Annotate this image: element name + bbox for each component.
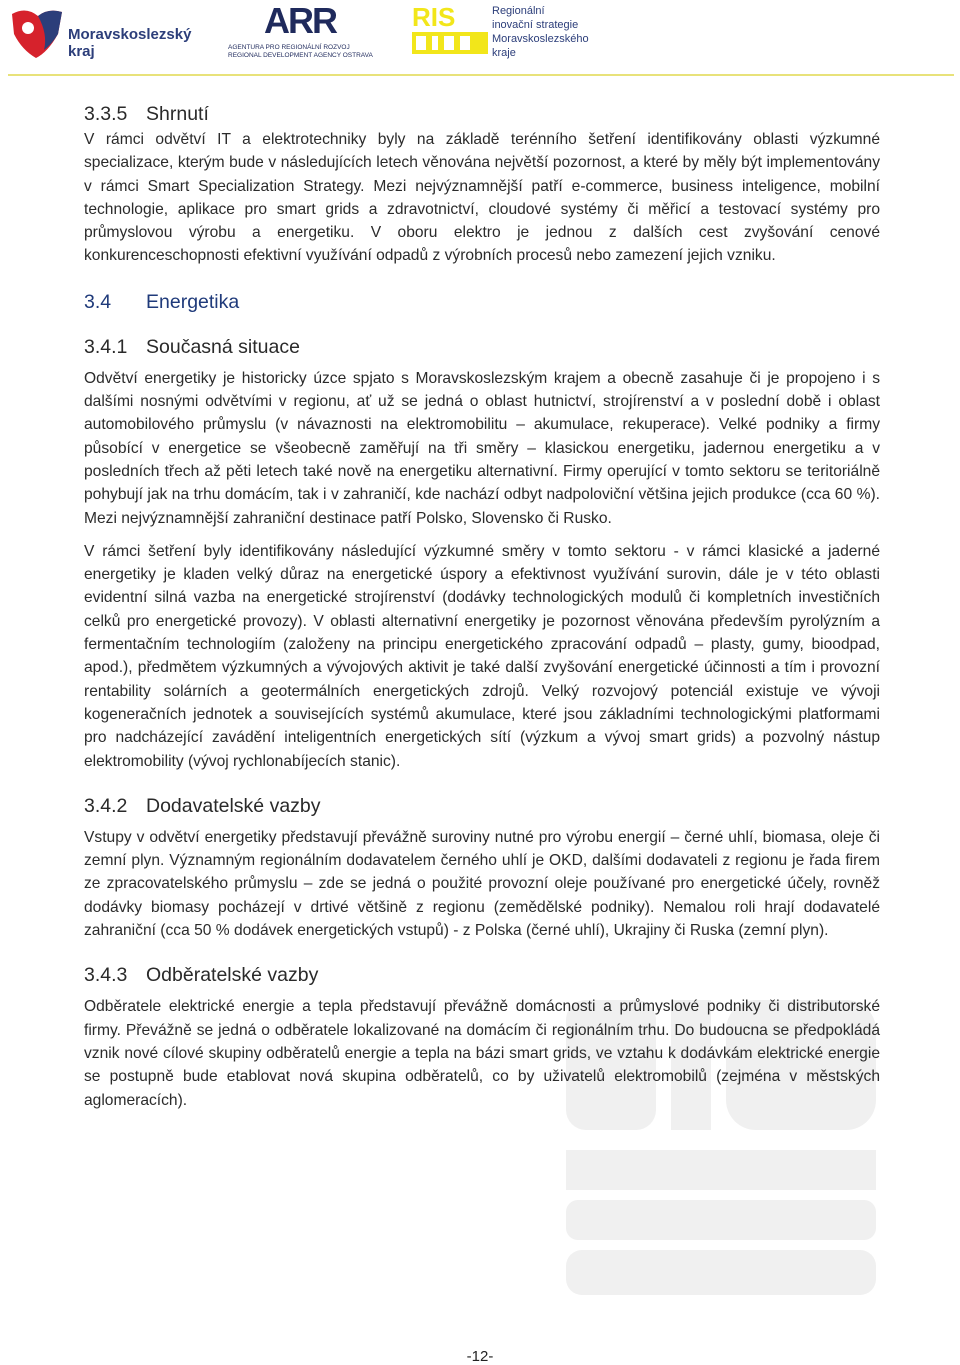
heading-3-4-3: 3.4.3 Odběratelské vazby (84, 964, 319, 987)
arr-subtitle: AGENTURA PRO REGIONÁLNÍ ROZVOJ REGIONAL DEVELOPMENT AGENCY OSTRAVA (228, 44, 373, 59)
msk-emblem-icon (8, 4, 66, 60)
paragraph-3-4-1-b: V rámci šetření byly identifikovány následující výzkumné směry v tomto sektoru - v rámci klasické a jaderné energetiky je kladen velký důraz na energetické úspory a efektivnost využívání surovin, dále je v této oblasti evidentní silná vazba na energetické strojírenství (dodávky technologických modulů či kompletních investičních celků pro energetické provozy). V oblasti alternativní energetiky je pozornost věnována především pyrolýzním a fermentačním technologiím (založeny na principu energetického zpracování odpadů – plasty, gumy, bioodpad, apod.), předmětem výzkumných a vývojových aktivit je také další zvyšování energetické účinnosti a tím i provozní rentability solárních a geotermálních energetických zdrojů. Velký rozvojový potenciál existuje ve vývoji kogeneračních jednotek a souvisejících systémů akumulace, které jsou základními technologickými platformami pro nadcházející zavádění inteligentních energetických sítí (výzkum a vývoj smart grids) a pozvolný nástup elektromobility (vývoj rychlonabíjecích stanic). (84, 542, 880, 770)
arr-logo (228, 0, 373, 64)
page-content (84, 100, 880, 1112)
heading-3-3-5: 3.3.5 Shrnutí (84, 103, 209, 125)
msk-logo (8, 4, 192, 64)
paragraph-3-4-2: Vstupy v odvětví energetiky představují převážně suroviny nutné pro výrobu energií – černé uhlí, biomasa, oleje či zemní plyn. Významným regionálním dodavatelem černého uhlí je OKD, dalšími dodavateli z regionu je řada firem ze zpracovatelského průmyslu – zde se jedná o použité provozní oleje používané pro energetické účely, rovněž dodávky biomasy pocházejí v drtivé většině z regionu (zemědělské podniky). Nemalou roli hrají dodavatelé zahraniční (cca 50 % dodávek energetických vstupů) - z Polska (černé uhlí), Ukrajiny či Ruska (zemní plyn). (84, 828, 880, 940)
msk-name: Moravskoslezský kraj (68, 26, 192, 60)
header-rule (8, 74, 954, 76)
arr-letters: ARR (264, 0, 336, 41)
heading-3-4-2: 3.4.2 Dodavatelské vazby (84, 794, 321, 817)
ris-text: Regionální inovační strategie Moravskoslezského kraje (492, 5, 589, 59)
ris-logo-icon (410, 0, 490, 60)
ris-logo (410, 0, 590, 60)
page-header (0, 0, 960, 76)
page-number: -12- (466, 1348, 494, 1365)
heading-3-4: 3.4 Energetika (84, 290, 240, 313)
paragraph-3-4-1-a: Odvětví energetiky je historicky úzce spjato s Moravskoslezským krajem a obecně zasahuje či je propojeno i s dalšími nosnými odvětvími v regionu, ať už se jedná o oblast hutnictví, strojírenství a v poslední době i oblast automobilového průmyslu (v návaznosti na elektromobilitu – akumulace, rekuperace). Velké podniky a firmy působící v energetice se všeobecně zaměřují na tři směry – klasickou energetiku, jadernou energetiku a v posledních třech až pěti letech také nově na energetiku alternativní. Firmy operující v tomto sektoru se teritoriálně pohybují jak na trhu domácím, tak i v zahraničí, kde nachází odbyt nadpoloviční většina jejich produkce (cca 60 %). Mezi nejvýznamnější zahraniční destinace patří Polsko, Slovensko či Rusko. (84, 369, 880, 527)
ris-logo-text: RIS (412, 2, 456, 32)
paragraph-3-4-3: Odběratele elektrické energie a tepla představují převážně domácnosti a průmyslové podniky či distributorské firmy. Převážně se jedná o odběratele lokalizované na domácím či regionálním trhu. Do budoucna se předpokládá vznik nové cílové skupiny odběratelů energie a tepla na bázi smart grids, ve vztahu k dodávkám elektrické energie se postupně bude etablovat nová skupina odběratelů, co by uživatelů elektromobilů (zejména v městských aglomeracích). (84, 998, 880, 1109)
heading-3-4-1: 3.4.1 Současná situace (84, 335, 300, 358)
paragraph-3-3-5: V rámci odvětví IT a elektrotechniky byly na základě terénního šetření identifikovány oblasti výzkumné specializace, kterým bude v následujících letech věnována největší pozornost, a které by měly být implementovány v rámci Smart Specialization Strategy. Mezi nejvýznamnější patří e-commerce, business inteligence, mobilní technologie, aplikace pro smart grids a zdravotnictví, cloudové systémy či měřicí a testovací systémy pro průmyslovou výrobu a energetiku. V oboru elektro je jednou z dalších cest zvyšování cenové konkurenceschopnosti efektivní využívání odpadů z výrobních procesů nebo zamezení jejich vzniku. (84, 131, 880, 265)
